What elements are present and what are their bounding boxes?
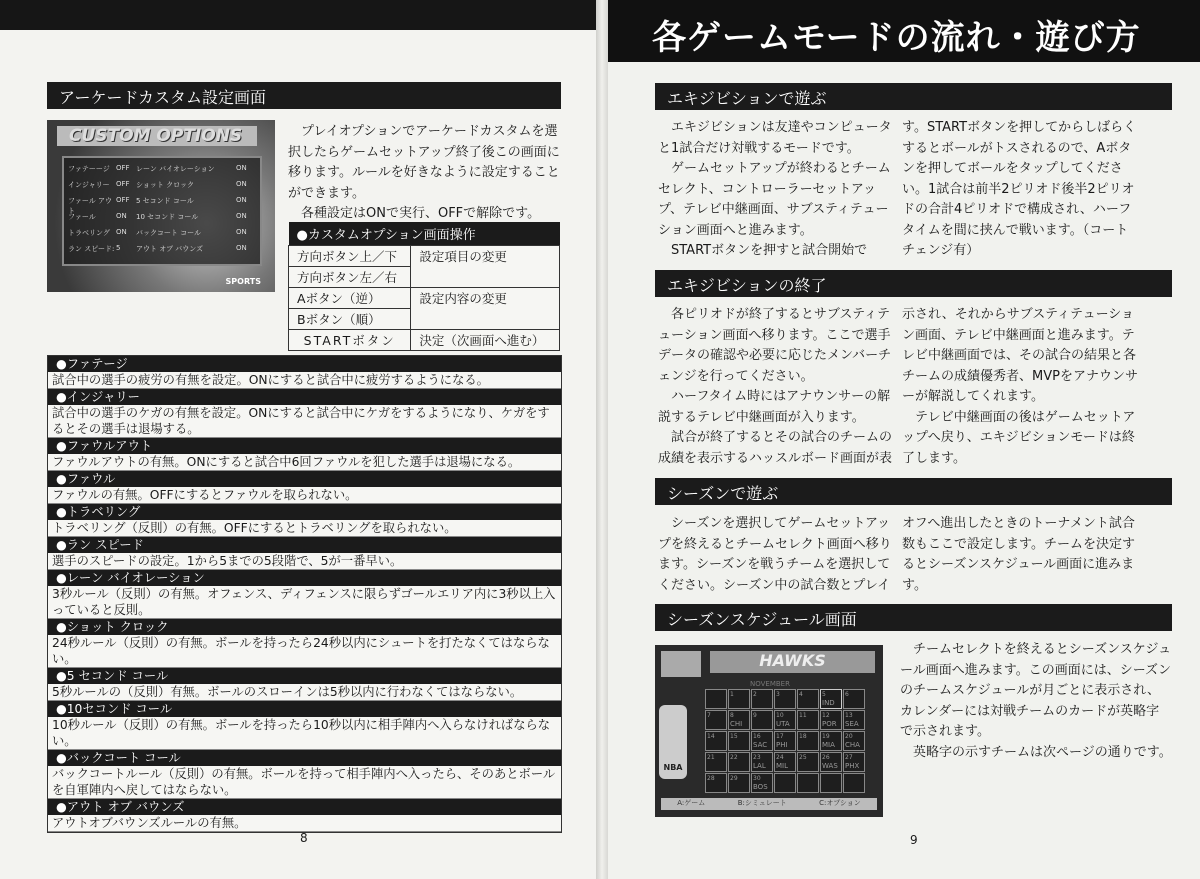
calendar-day [751,773,773,793]
option-cell: ON [236,180,247,188]
rule-description: 24秒ルール（反則）の有無。ボールを持ったら24秒以内にシュートを打たなくてはならない。 [48,635,561,668]
rule-description: 試合中の選手のケガの有無を設定。ONにすると試合中にケガをするようになり、ケガをするとその選手は退場する。 [48,405,561,438]
day-number: 15 [730,733,738,740]
opponent-code: CHI [730,720,743,728]
option-cell: 10 セコンド コール [136,213,199,221]
calendar-day [820,689,842,709]
option-cell: ON [236,212,247,220]
book-gutter [596,0,608,879]
team-logo [661,651,701,677]
calendar-day [774,689,796,709]
controls-table [288,222,560,351]
calendar-day [774,731,796,751]
rule-description: 10秒ルール（反則）の有無。ボールを持ったら10秒以内に相手陣内へ入らなければならない。 [48,717,561,750]
paragraph: STARTボタンを押すと試合開始で [671,243,868,258]
page-number: 8 [300,831,308,845]
menu-item: B:シミュレート [737,799,787,807]
button-cell: 方向ボタン上／下 [289,246,411,267]
option-row [68,244,256,260]
option-cell: OFF [116,180,130,188]
paragraph: ハーフタイム時にはアナウンサーの解説するテレビ中継画面が入ります。 [658,389,891,425]
option-cell: ON [116,212,127,220]
section-heading: シーズンスケジュール画面 [655,604,1172,631]
day-number: 29 [730,775,738,782]
month-label: NOVEMBER [750,680,790,688]
calendar-day [705,731,727,751]
rule-heading: ●トラベリング [48,504,561,520]
day-number: 7 [707,712,711,719]
opponent-code: MIL [776,762,789,770]
opponent-code: SAC [753,741,768,749]
custom-options-screenshot [47,120,275,292]
day-number: 8 [730,712,734,719]
calendar-day [705,752,727,772]
calendar-day [797,752,819,772]
paragraph: チームセレクトを終えるとシーズンスケジュール画面へ進みます。この画面には、シーズンのチームスケジュールが月ごとに表示され、カレンダーには対戦チームのカードが英略字で示されます。 [900,642,1172,739]
calendar-day [751,710,773,730]
section-column [658,514,895,596]
option-cell: ON [236,196,247,204]
calendar-day [728,689,750,709]
calendar-day [705,710,727,730]
action-cell: 設定項目の変更 [411,246,560,288]
paragraph: エキジビションは友達やコンピュータと1試合だけ対戦するモードです。 [658,120,892,156]
rule-description: 選手のスピードの設定。1から5までの5段階で、5が一番早い。 [48,553,561,570]
calendar-day [728,710,750,730]
day-number: 14 [707,733,715,740]
calendar-day [774,773,796,793]
calendar-day [774,710,796,730]
calendar-day [797,773,819,793]
option-cell: ファール アウト [68,197,112,215]
option-cell: ラン スピード: [68,245,115,253]
page-number: 9 [910,833,918,847]
option-cell: トラベリング [68,229,110,237]
section-column [902,305,1139,469]
right-page [600,0,1200,879]
options-list [62,156,262,266]
calendar-day [820,710,842,730]
section-heading: シーズンで遊ぶ [655,478,1172,505]
option-cell: ファール [68,213,96,221]
opponent-code: UTA [776,720,790,728]
rule-heading: ●ファウルアウト [48,438,561,454]
day-number: 21 [707,754,715,761]
day-number: 16 [753,733,761,740]
day-number: 23 [753,754,761,761]
intro-text [288,122,563,225]
button-cell: Aボタン（逆） [289,288,411,309]
rule-heading: ●5 セコンド コール [48,668,561,684]
sports-logo: SPORTS [225,277,261,286]
calendar-day [820,731,842,751]
action-cell: 設定内容の変更 [411,288,560,330]
calendar-day [843,710,865,730]
day-number: 2 [753,691,757,698]
rule-description: ファウルの有無。OFFにするとファウルを取られない。 [48,487,561,504]
day-number: 22 [730,754,738,761]
section-column [658,118,895,262]
calendar-day [843,752,865,772]
paragraph: オフへ進出したときのトーナメント試合数もここで設定します。チームを決定するとシーズンスケジュール画面に進みます。 [902,516,1135,593]
option-cell: ON [116,228,127,236]
option-cell: ON [236,164,247,172]
paragraph: テレビ中継画面の後はゲームセットアップへ戻り、エキジビションモードは終了します。 [902,409,1136,466]
calendar-day [751,752,773,772]
option-cell: 5 セコンド コール [136,197,194,205]
season-schedule-screenshot [655,645,883,817]
rule-description: トラベリング（反則）の有無。OFFにするとトラベリングを取られない。 [48,520,561,537]
opponent-code: LAL [753,762,766,770]
calendar-day [705,773,727,793]
option-cell: ON [236,228,247,236]
calendar-day [751,731,773,751]
day-number: 20 [845,733,853,740]
day-number: 13 [845,712,853,719]
option-row [68,196,256,215]
rule-heading: ●ラン スピード [48,537,561,553]
option-cell: 5 [116,244,121,252]
opponent-code: PHI [776,741,788,749]
section-column [902,514,1139,596]
menu-bar [661,798,877,810]
section-heading: エキジビションで遊ぶ [655,83,1172,110]
rule-heading: ●10セコンド コール [48,701,561,717]
rules-list [47,355,562,833]
screenshot-title: CUSTOM OPTIONS [57,126,257,146]
calendar-day [797,689,819,709]
option-cell: OFF [116,164,130,172]
paragraph: ゲームセットアップが終わるとチームセレクト、コントローラーセットアップ、テレビ中継画面、サブスティテューション画面へと進みます。 [658,161,891,238]
option-cell: レーン バイオレーション [136,165,215,173]
day-number: 5 [822,691,826,698]
menu-item: A:ゲーム [677,799,706,807]
calendar-day [820,773,842,793]
day-number: 4 [799,691,803,698]
calendar-day [820,752,842,772]
opponent-code: POR [822,720,837,728]
paragraph: 各ピリオドが終了するとサブスティテューション画面へ移ります。ここで選手データの確認や必要に応じたメンバーチェンジを行ってください。 [658,307,892,384]
calendar-grid [705,689,865,793]
rule-description: 5秒ルールの（反則）有無。ボールのスローインは5秒以内に行わなくてはならない。 [48,684,561,701]
day-number: 27 [845,754,853,761]
opponent-code: MIA [822,741,835,749]
day-number: 26 [822,754,830,761]
option-row [68,180,256,196]
calendar-day [728,731,750,751]
day-number: 3 [776,691,780,698]
day-number: 6 [845,691,849,698]
paragraph: す。STARTボタンを押してからしばらくするとボールがトスされるので、Aボタンを押してボールをタップしてください。1試合は前半2ピリオド後半2ピリオドの合計4ピリオドで構成され、ハーフタイムを間に挟んで戦います。（コートチェンジ有） [902,120,1137,258]
rule-description: 3秒ルール（反則）の有無。オフェンス、ディフェンスに限らずゴールエリア内に3秒以上入っていると反則。 [48,586,561,619]
calendar-day [751,689,773,709]
option-cell: OFF [116,196,130,204]
opponent-code: SEA [845,720,859,728]
rule-description: アウトオブバウンズルールの有無。 [48,815,561,832]
rule-heading: ●レーン バイオレーション [48,570,561,586]
opponent-code: PHX [845,762,860,770]
team-name: HAWKS [710,651,875,673]
opponent-code: WAS [822,762,838,770]
rule-heading: ●ファテージ [48,356,561,372]
rule-heading: ●アウト オブ バウンズ [48,799,561,815]
day-number: 25 [799,754,807,761]
paragraph: 英略字の示すチームは次ページの通りです。 [913,744,1172,760]
opponent-code: CHA [845,741,860,749]
intro-paragraph: プレイオプションでアーケードカスタムを選択したらゲームセットアップ終了後この画面に移ります。ルールを好きなように設定することができます。 [288,124,560,201]
paragraph: 試合が終了するとその試合のチームの成績を表示するハッスルボード画面が表 [658,430,893,466]
button-cell: STARTボタン [289,330,411,351]
section-title: アーケードカスタム設定画面 [47,82,561,109]
day-number: 1 [730,691,734,698]
menu-item: C:オプション [819,799,861,807]
calendar-day [797,731,819,751]
paragraph: 示され、それからサブスティテューション画面、テレビ中継画面と進みます。テレビ中継画面では、その試合の結果と各チームの成績優秀者、MVPをアナウンサーが解説してくれます。 [902,307,1138,404]
option-cell: バックコート コール [136,229,201,237]
option-row [68,212,256,228]
rule-heading: ●バックコート コール [48,750,561,766]
button-cell: Bボタン（順） [289,309,411,330]
day-number: 19 [822,733,830,740]
action-cell: 決定（次画面へ進む） [411,330,560,351]
day-number: 9 [753,712,757,719]
rule-heading: ●ショット クロック [48,619,561,635]
rule-description: 試合中の選手の疲労の有無を設定。ONにすると試合中に疲労するようになる。 [48,372,561,389]
day-number: 10 [776,712,784,719]
option-cell: アウト オブ バウンズ [136,245,204,253]
section-column [658,305,895,469]
calendar-day [728,773,750,793]
day-number: 28 [707,775,715,782]
opponent-code: BOS [753,783,768,791]
option-row [68,164,256,180]
calendar-day [705,689,727,709]
option-cell: ON [236,244,247,252]
day-number: 18 [799,733,807,740]
rule-heading: ●インジャリー [48,389,561,405]
day-number: 12 [822,712,830,719]
intro-paragraph: 各種設定はONで実行、OFFで解除です。 [301,206,541,221]
page-title: 各ゲームモードの流れ・遊び方 [600,0,1200,62]
calendar-day [843,773,865,793]
paragraph: シーズンを選択してゲームセットアップを終えるとチームセレクト画面へ移ります。シーズンを戦うチームを選択してください。シーズン中の試合数とプレイ [658,516,892,593]
day-number: 24 [776,754,784,761]
day-number: 30 [753,775,761,782]
opponent-code: IND [822,699,835,707]
day-number: 17 [776,733,784,740]
nba-logo: NBA [659,705,687,779]
section-heading: エキジビションの終了 [655,270,1172,297]
rule-description: ファウルアウトの有無。ONにすると試合中6回ファウルを犯した選手は退場になる。 [48,454,561,471]
section-column [900,640,1172,763]
option-row [68,228,256,244]
section-column [902,118,1139,262]
button-cell: 方向ボタン左／右 [289,267,411,288]
rule-description: バックコートルール（反則）の有無。ボールを持って相手陣内へ入ったら、そのあとボールを自軍陣内へ戻してはならない。 [48,766,561,799]
table-title: ●カスタムオプション画面操作 [289,222,560,246]
calendar-day [843,689,865,709]
calendar-day [843,731,865,751]
option-cell: インジャリー [68,181,110,189]
calendar-day [774,752,796,772]
option-cell: ショット クロック [136,181,194,189]
calendar-day [797,710,819,730]
top-strip [0,0,600,30]
calendar-day [728,752,750,772]
rule-heading: ●ファウル [48,471,561,487]
option-cell: ファテーージ [68,165,110,173]
day-number: 11 [799,712,807,719]
